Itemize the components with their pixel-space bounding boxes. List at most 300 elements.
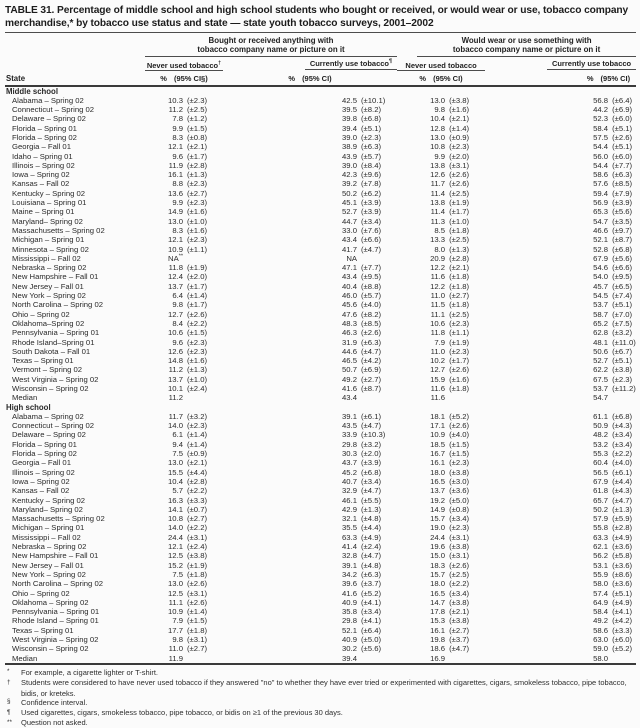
pct-cell: 10.9 bbox=[168, 244, 183, 254]
spacer-cell bbox=[397, 96, 417, 105]
spacer-cell bbox=[485, 430, 580, 439]
table-row bbox=[5, 263, 636, 272]
state-cell: Rhode Island – Spring 01 bbox=[12, 616, 99, 626]
ci-cell: (±5.7) bbox=[361, 291, 382, 301]
pct-cell: 32.9 bbox=[342, 486, 357, 496]
spacer-cell bbox=[397, 486, 417, 495]
ci-cell: (±3.5) bbox=[612, 216, 633, 226]
pct-cell: 13.0 bbox=[430, 95, 446, 105]
ci-cell: (±4.0) bbox=[449, 430, 470, 440]
table-row bbox=[5, 310, 636, 319]
ci-cell: (±5.1) bbox=[612, 142, 633, 152]
pct-cell: 9.8 bbox=[172, 635, 183, 645]
state-cell: Delaware – Spring 02 bbox=[12, 430, 86, 440]
pct-cell: 41.6 bbox=[342, 588, 357, 598]
spacer-cell bbox=[397, 365, 417, 374]
state-cell: Kansas – Fall 02 bbox=[12, 486, 70, 496]
ci-cell: (±1.0) bbox=[187, 374, 208, 384]
spacer-cell bbox=[397, 338, 417, 347]
footnote-text: Question not asked. bbox=[21, 718, 88, 728]
ci-cell bbox=[183, 654, 223, 664]
ci-cell: (±6.8) bbox=[612, 411, 633, 421]
pct-cell: 15.9 bbox=[430, 374, 446, 384]
spacer-cell bbox=[485, 598, 580, 607]
table-row bbox=[5, 626, 636, 635]
pct-cell: 13.0 bbox=[168, 216, 183, 226]
pct-cell: 58.4 bbox=[593, 607, 609, 617]
spacer-cell bbox=[223, 542, 327, 551]
table-title: TABLE 31. Percentage of middle school and high school students who bought or received, or would wear or use, tobacco company merchandise,* by tobacco use status and state — state youth tobacco surveys, 2001–2002 bbox=[5, 5, 629, 29]
spacer-cell bbox=[485, 133, 580, 142]
spacer-cell bbox=[223, 245, 327, 254]
pct-cell: 9.6 bbox=[172, 151, 183, 161]
spacer-cell bbox=[485, 626, 580, 635]
table-row bbox=[5, 179, 636, 188]
spacer-cell bbox=[223, 477, 327, 486]
spacer-cell bbox=[485, 449, 580, 458]
ci-cell: (±5.1) bbox=[361, 123, 382, 133]
spacer-cell bbox=[223, 635, 327, 644]
pct-ci-header-4: % (95% CI) bbox=[485, 70, 636, 86]
ci-cell: (±4.9) bbox=[612, 532, 633, 542]
ci-cell: (±2.6) bbox=[187, 579, 208, 589]
pct-cell: 24.4 bbox=[430, 532, 446, 542]
pct-cell: 52.8 bbox=[593, 244, 609, 254]
ci-cell: (±1.8) bbox=[449, 300, 470, 310]
state-cell: Connecticut – Spring 02 bbox=[12, 105, 95, 115]
ci-cell: (±2.3) bbox=[187, 337, 208, 347]
pct-cell: 11.7 bbox=[168, 411, 183, 421]
ci-cell: (±4.3) bbox=[612, 486, 633, 496]
footnote bbox=[7, 708, 635, 718]
spacer-cell bbox=[485, 477, 580, 486]
ci-cell: (±5.9) bbox=[612, 514, 633, 524]
pct-cell: 62.8 bbox=[593, 328, 609, 338]
pct-cell: 59.0 bbox=[593, 644, 609, 654]
spacer-cell bbox=[485, 300, 580, 309]
ci-cell: (±1.5) bbox=[187, 123, 208, 133]
pct-cell: 61.8 bbox=[593, 486, 609, 496]
spacer-cell bbox=[397, 356, 417, 365]
spacer-cell bbox=[397, 533, 417, 542]
spacer-cell bbox=[397, 105, 417, 114]
ci-cell: (±2.3) bbox=[187, 95, 208, 105]
pct-cell: 15.2 bbox=[168, 560, 183, 570]
ci-cell: (±2.7) bbox=[187, 644, 208, 654]
spacer-cell bbox=[485, 96, 580, 105]
state-cell: Delaware – Spring 02 bbox=[12, 114, 86, 124]
ci-cell: (±2.3) bbox=[449, 142, 470, 152]
ci-cell: (±7.6) bbox=[361, 225, 382, 235]
pct-cell: 19.0 bbox=[430, 523, 446, 533]
pct-cell: 12.1 bbox=[168, 142, 183, 152]
state-cell: Massachusetts – Spring 02 bbox=[12, 225, 105, 235]
spacer-cell bbox=[223, 375, 327, 384]
ci-cell: (±4.8) bbox=[361, 514, 382, 524]
state-cell: Alabama – Spring 02 bbox=[12, 411, 84, 421]
pct-cell: 30.2 bbox=[342, 644, 357, 654]
state-cell: Iowa – Spring 02 bbox=[12, 170, 70, 180]
ci-cell: (±4.4) bbox=[361, 523, 382, 533]
ci-cell: (±2.3) bbox=[449, 458, 470, 468]
ci-cell: (±2.5) bbox=[449, 235, 470, 245]
state-cell: New York – Spring 02 bbox=[12, 569, 86, 579]
pct-cell: 34.2 bbox=[342, 569, 357, 579]
pct-cell: 19.6 bbox=[430, 542, 446, 552]
ci-cell: (±1.8) bbox=[449, 384, 470, 393]
group-title-line: tobacco company name or picture on it bbox=[197, 45, 345, 54]
spacer-cell bbox=[397, 226, 417, 235]
pct-cell: 65.3 bbox=[593, 207, 609, 217]
ci-cell: (±3.9) bbox=[361, 198, 382, 208]
spacer-cell bbox=[397, 328, 417, 337]
footnote bbox=[7, 678, 635, 698]
table-row bbox=[5, 282, 636, 291]
ci-cell: (±5.2) bbox=[612, 644, 633, 654]
spacer-cell bbox=[223, 170, 327, 179]
pct-cell: 13.0 bbox=[430, 132, 446, 142]
pct-cell: 10.2 bbox=[430, 356, 446, 366]
ci-cell: (±1.3) bbox=[187, 170, 208, 180]
ci-cell bbox=[445, 654, 485, 664]
ci-cell: (±4.9) bbox=[612, 597, 633, 607]
spacer-cell bbox=[223, 96, 327, 105]
spacer-cell bbox=[397, 561, 417, 570]
table-row bbox=[5, 505, 636, 514]
spacer-cell bbox=[397, 245, 417, 254]
spacer-cell bbox=[397, 514, 417, 523]
state-cell: Wisconsin – Spring 02 bbox=[12, 644, 89, 654]
table-row bbox=[5, 523, 636, 532]
spacer-cell bbox=[223, 523, 327, 532]
pct-cell: 65.2 bbox=[593, 318, 609, 328]
ci-cell: (±2.4) bbox=[361, 542, 382, 552]
ci-cell: (±2.6) bbox=[612, 132, 633, 142]
table-row bbox=[5, 328, 636, 337]
pct-cell: 47.1 bbox=[342, 263, 357, 273]
ci-cell: (±2.0) bbox=[449, 151, 470, 161]
ci-cell: (±3.1) bbox=[187, 588, 208, 598]
pct-cell: 9.9 bbox=[172, 123, 183, 133]
ci-cell: (±4.2) bbox=[612, 616, 633, 626]
ci-cell: (±8.2) bbox=[361, 105, 382, 115]
ci-cell: (±7.5) bbox=[612, 318, 633, 328]
spacer-cell bbox=[397, 468, 417, 477]
pct-cell: 45.6 bbox=[342, 300, 357, 310]
state-cell: North Carolina – Spring 02 bbox=[12, 579, 104, 589]
pct-cell: 16.9 bbox=[430, 653, 446, 663]
pct-cell: 42.3 bbox=[342, 170, 357, 180]
section-header: Middle school bbox=[6, 86, 58, 96]
table-row bbox=[5, 245, 636, 254]
footnote-text: For example, a cigarette lighter or T-shirt. bbox=[21, 667, 158, 677]
pct-cell: 54.5 bbox=[593, 291, 609, 301]
pct-cell: 63.3 bbox=[342, 532, 357, 542]
pct-cell: 50.7 bbox=[342, 365, 357, 375]
spacer-cell bbox=[485, 496, 580, 505]
spacer-cell bbox=[485, 179, 580, 188]
spacer-cell bbox=[397, 347, 417, 356]
spacer-cell bbox=[223, 114, 327, 123]
spacer-cell bbox=[397, 477, 417, 486]
table-row bbox=[5, 356, 636, 365]
ci-cell bbox=[183, 393, 223, 402]
state-cell: West Virginia – Spring 02 bbox=[12, 635, 99, 645]
pct-cell: 32.8 bbox=[342, 551, 357, 561]
state-cell: Nebraska – Spring 02 bbox=[12, 263, 87, 273]
pct-cell: 14.0 bbox=[168, 421, 183, 431]
ci-cell: (±3.4) bbox=[449, 588, 470, 598]
ci-cell: (±1.3) bbox=[612, 504, 633, 514]
pct-cell: 56.5 bbox=[593, 467, 609, 477]
pct-cell: 57.5 bbox=[593, 132, 609, 142]
ci-cell: (±4.0) bbox=[361, 300, 382, 310]
ci-cell: (±1.2) bbox=[187, 114, 208, 124]
ci-cell: (±3.8) bbox=[449, 616, 470, 626]
state-cell: Maryland– Spring 02 bbox=[12, 504, 83, 514]
ci-cell: (±1.6) bbox=[449, 105, 470, 115]
spacer-cell bbox=[223, 152, 327, 161]
table-body bbox=[5, 86, 636, 664]
spacer-cell bbox=[223, 626, 327, 635]
spacer-cell bbox=[485, 551, 580, 560]
ci-cell: (±2.3) bbox=[187, 421, 208, 431]
spacer-cell bbox=[397, 217, 417, 226]
table-row bbox=[5, 198, 636, 207]
pct-cell: 43.4 bbox=[342, 393, 357, 403]
state-cell: Kentucky – Spring 02 bbox=[12, 188, 86, 198]
pct-cell: 15.0 bbox=[430, 551, 446, 561]
pct-cell: 39.4 bbox=[342, 123, 357, 133]
spacer-cell bbox=[397, 384, 417, 393]
ci-cell: (±4.2) bbox=[361, 356, 382, 366]
pct-cell: 14.7 bbox=[430, 597, 446, 607]
state-cell: Florida – Spring 02 bbox=[12, 132, 77, 142]
pct-cell: 13.8 bbox=[430, 198, 446, 208]
spacer-cell bbox=[397, 598, 417, 607]
pct-cell: 48.2 bbox=[593, 430, 609, 440]
spacer-cell bbox=[397, 282, 417, 291]
spacer-cell bbox=[397, 523, 417, 532]
pct-cell: 13.0 bbox=[168, 458, 183, 468]
pct-cell: 29.8 bbox=[342, 616, 357, 626]
ci-cell: (±8.5) bbox=[612, 179, 633, 189]
table-row bbox=[5, 235, 636, 244]
footnote bbox=[7, 668, 635, 678]
ci-cell: (±1.6) bbox=[187, 225, 208, 235]
spacer-cell bbox=[485, 644, 580, 653]
table-row bbox=[5, 496, 636, 505]
ci-cell: (±8.8) bbox=[361, 281, 382, 291]
ci-cell: (±1.5) bbox=[187, 328, 208, 338]
ci-cell: (±0.8) bbox=[449, 504, 470, 514]
pct-cell: 50.2 bbox=[342, 188, 357, 198]
ci-cell: (±4.3) bbox=[612, 421, 633, 431]
ci-cell: (±2.6) bbox=[449, 365, 470, 375]
spacer-cell bbox=[485, 589, 580, 598]
spacer-cell bbox=[223, 570, 327, 579]
state-cell: Texas – Spring 01 bbox=[12, 356, 74, 366]
ci-cell: (±3.1) bbox=[449, 532, 470, 542]
table-row bbox=[5, 161, 636, 170]
pct-cell: 53.7 bbox=[593, 384, 609, 393]
ci-cell: (±2.7) bbox=[361, 374, 382, 384]
ci-cell: (±3.1) bbox=[187, 635, 208, 645]
ci-cell: (±3.4) bbox=[612, 439, 633, 449]
pct-cell: 54.6 bbox=[593, 263, 609, 273]
pct-cell: 10.8 bbox=[168, 514, 183, 524]
state-cell: Iowa – Spring 02 bbox=[12, 476, 70, 486]
state-cell: Median bbox=[12, 653, 38, 663]
ci-cell: (±6.0) bbox=[612, 114, 633, 124]
table-row bbox=[5, 635, 636, 644]
ci-cell: (±6.0) bbox=[612, 635, 633, 645]
pct-cell: 8.8 bbox=[172, 179, 183, 189]
pct-cell: 9.9 bbox=[172, 198, 183, 208]
ci-cell: (±9.7) bbox=[612, 225, 633, 235]
spacer-cell bbox=[485, 142, 580, 151]
ci-cell: (±8.7) bbox=[361, 384, 382, 393]
pct-cell: 39.2 bbox=[342, 179, 357, 189]
subheader-currently-use-2: Currently use tobacco bbox=[485, 57, 636, 71]
spacer-cell bbox=[397, 542, 417, 551]
spacer-cell bbox=[485, 523, 580, 532]
ci-cell: (±8.2) bbox=[361, 309, 382, 319]
ci-cell: (±3.8) bbox=[449, 467, 470, 477]
pct-cell: 18.6 bbox=[430, 644, 446, 654]
pct-cell: 11.0 bbox=[430, 346, 446, 356]
table-row bbox=[5, 217, 636, 226]
pct-cell: 40.7 bbox=[342, 476, 357, 486]
pct-cell: 10.1 bbox=[168, 384, 183, 393]
spacer-cell bbox=[397, 152, 417, 161]
pct-cell: 12.5 bbox=[168, 551, 183, 561]
ci-cell: (±6.0) bbox=[612, 151, 633, 161]
pct-cell: 58.0 bbox=[593, 579, 609, 589]
ci-cell: (±11.2) bbox=[612, 384, 636, 393]
ci-cell: (±5.1) bbox=[612, 356, 633, 366]
pct-cell: 53.2 bbox=[593, 439, 609, 449]
pct-cell: 12.7 bbox=[430, 365, 446, 375]
state-cell: Wisconsin – Spring 02 bbox=[12, 384, 89, 393]
ci-cell: (±6.8) bbox=[612, 244, 633, 254]
ci-cell: (±8.7) bbox=[612, 235, 633, 245]
pct-cell: 43.4 bbox=[342, 235, 357, 245]
ci-cell: (±3.8) bbox=[449, 597, 470, 607]
pct-cell: 35.5 bbox=[342, 523, 357, 533]
pct-cell: 57.4 bbox=[593, 588, 609, 598]
pct-cell: 12.1 bbox=[168, 542, 183, 552]
ci-cell: (±3.4) bbox=[361, 607, 382, 617]
spacer-cell bbox=[485, 170, 580, 179]
ci-cell: (±6.2) bbox=[361, 188, 382, 198]
ci-cell: (±2.1) bbox=[449, 114, 470, 124]
table-row bbox=[5, 458, 636, 467]
pct-cell: 52.1 bbox=[593, 235, 609, 245]
ci-cell: (±2.8) bbox=[187, 476, 208, 486]
pct-cell: 13.8 bbox=[430, 160, 446, 170]
group-title-line: Bought or received anything with bbox=[208, 36, 334, 45]
ci-cell bbox=[445, 393, 485, 402]
pct-cell: 11.8 bbox=[430, 328, 446, 338]
pct-cell: 16.5 bbox=[430, 476, 446, 486]
spacer-cell bbox=[223, 440, 327, 449]
pct-ci-header-3: % (95% CI) bbox=[397, 70, 485, 86]
pct-cell: 5.7 bbox=[172, 486, 183, 496]
spacer-cell bbox=[397, 161, 417, 170]
pct-cell: 15.7 bbox=[430, 569, 446, 579]
spacer-cell bbox=[485, 124, 580, 133]
pct-cell: 44.2 bbox=[593, 105, 609, 115]
ci-cell: (±2.3) bbox=[612, 374, 633, 384]
table-row bbox=[5, 644, 636, 653]
ci-cell bbox=[357, 654, 397, 664]
ci-cell: (±1.9) bbox=[187, 263, 208, 273]
pct-cell: NA bbox=[346, 253, 357, 263]
footnote-marker: ** bbox=[7, 718, 12, 726]
median-row bbox=[5, 393, 636, 402]
ci-cell: (±2.3) bbox=[361, 132, 382, 142]
table-row bbox=[5, 551, 636, 560]
pct-cell: 39.4 bbox=[342, 653, 357, 663]
spacer-cell bbox=[223, 124, 327, 133]
ci-cell: (±6.1) bbox=[361, 411, 382, 421]
pct-cell: 58.4 bbox=[593, 123, 609, 133]
spacer-cell bbox=[223, 300, 327, 309]
spacer-cell bbox=[223, 449, 327, 458]
ci-cell: (±5.6) bbox=[361, 644, 382, 654]
table-row bbox=[5, 124, 636, 133]
ci-cell: (±7.9) bbox=[612, 188, 633, 198]
spacer-cell bbox=[223, 217, 327, 226]
ci-cell: (±4.4) bbox=[187, 467, 208, 477]
spacer-cell bbox=[397, 635, 417, 644]
ci-cell: (±3.1) bbox=[449, 160, 470, 170]
section-row bbox=[5, 403, 636, 412]
pct-cell: 41.4 bbox=[342, 542, 357, 552]
state-cell: North Carolina – Spring 02 bbox=[12, 300, 104, 310]
ci-cell: (±1.4) bbox=[187, 607, 208, 617]
ci-cell: (±1.1) bbox=[187, 244, 208, 254]
state-cell: Pennsylvania – Spring 01 bbox=[12, 328, 100, 338]
spacer-cell bbox=[223, 189, 327, 198]
spacer-cell bbox=[485, 635, 580, 644]
ci-cell: (±1.9) bbox=[187, 560, 208, 570]
table-row bbox=[5, 412, 636, 421]
state-cell: Florida – Spring 01 bbox=[12, 123, 77, 133]
ci-cell: (±5.6) bbox=[612, 253, 633, 263]
pct-cell: 43.5 bbox=[342, 421, 357, 431]
pct-cell: 14.8 bbox=[168, 356, 183, 366]
pct-cell: 67.5 bbox=[593, 374, 609, 384]
ci-cell: (±4.7) bbox=[361, 486, 382, 496]
spacer-cell bbox=[485, 198, 580, 207]
ci-cell bbox=[608, 393, 636, 402]
state-cell: Texas – Spring 01 bbox=[12, 625, 74, 635]
spacer-cell bbox=[485, 189, 580, 198]
spacer-cell bbox=[223, 579, 327, 588]
pct-cell: 18.3 bbox=[430, 560, 446, 570]
pct-cell: 55.9 bbox=[593, 569, 609, 579]
spacer-cell bbox=[223, 496, 327, 505]
pct-cell: 17.1 bbox=[430, 421, 446, 431]
pct-cell: 10.4 bbox=[430, 114, 446, 124]
ci-cell: (±4.4) bbox=[612, 476, 633, 486]
pct-cell: 15.3 bbox=[430, 616, 446, 626]
spacer-cell bbox=[223, 644, 327, 653]
spacer-cell bbox=[223, 207, 327, 216]
ci-cell: (±3.0) bbox=[449, 476, 470, 486]
